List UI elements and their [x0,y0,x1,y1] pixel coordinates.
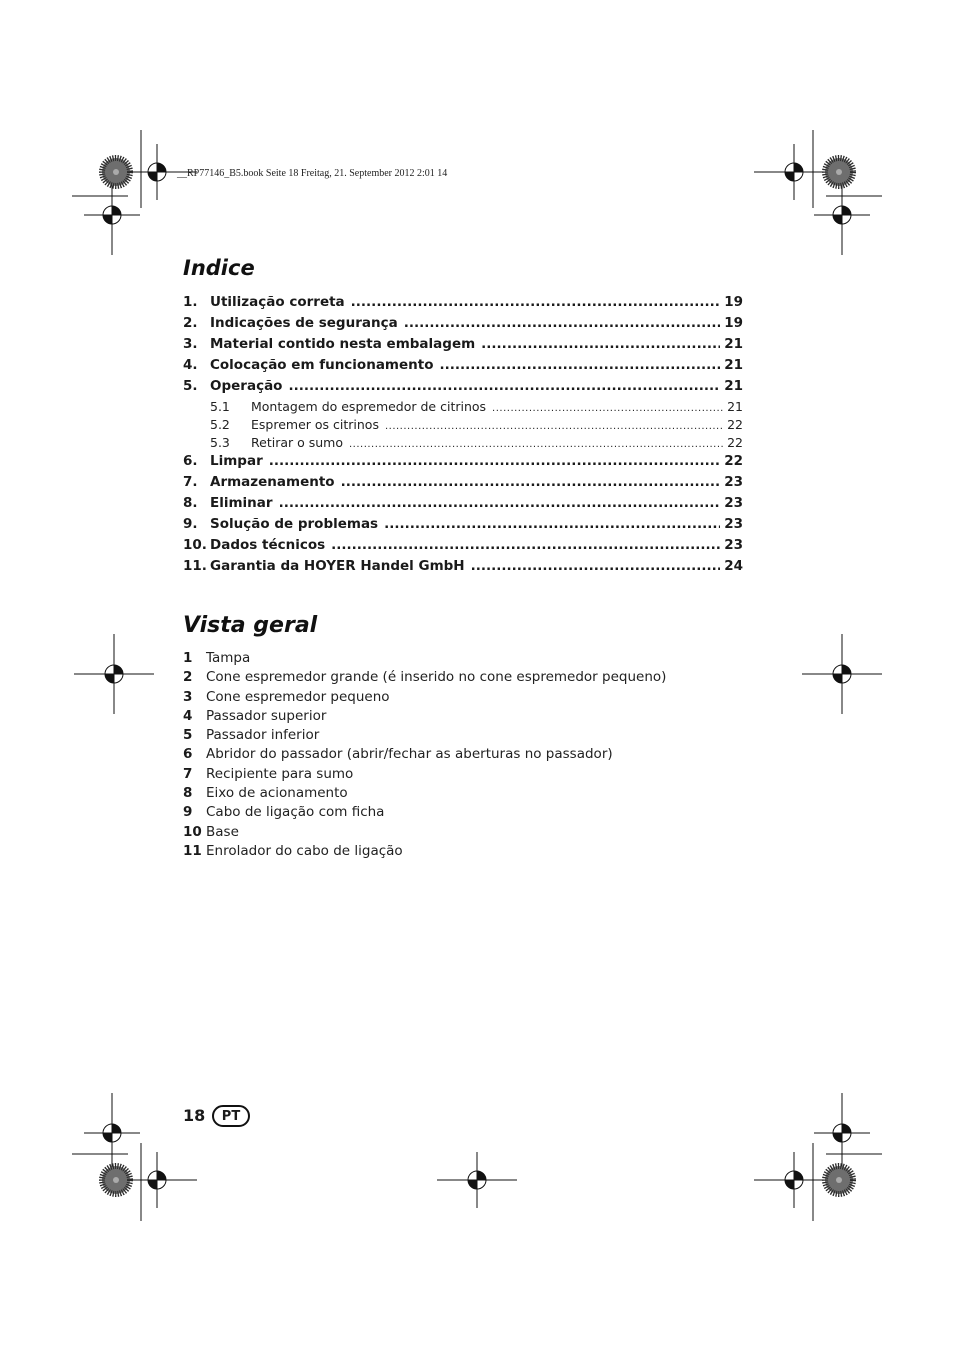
toc-entry-number: 5.2 [210,417,230,432]
toc-leader-dots [471,558,721,574]
toc-leader-dots [440,357,721,373]
toc-leader-dots [385,421,723,432]
toc-leader-dots [269,453,720,469]
toc-leader-dots [279,495,721,511]
table-of-contents [183,294,743,579]
part-item [183,708,743,727]
toc-entry-label: Eliminar [210,495,273,511]
part-label: Cabo de ligação com ficha [206,804,385,821]
toc-entry-number: 11. [183,558,207,574]
toc-entry-page: 21 [727,399,743,414]
part-label: Passador inferior [206,727,320,744]
part-label: Abridor do passador (abrir/fechar as aberturas no passador) [206,746,613,763]
toc-entry-page: 22 [727,435,743,450]
part-item [183,843,743,862]
starburst-mark-icon [824,157,854,187]
toc-entry-number: 10. [183,537,207,553]
toc-subentry [183,417,743,435]
toc-leader-dots [331,537,720,553]
toc-entry-number: 5.3 [210,435,230,450]
part-label: Cone espremedor pequeno [206,688,390,705]
toc-entry-label: Garantia da HOYER Handel GmbH [210,558,465,574]
part-number: 9 [183,804,193,821]
toc-entry-label: Colocação em funcionamento [210,357,434,373]
toc-entry-label: Material contido nesta embalagem [210,336,476,352]
toc-entry-page: 23 [724,495,743,511]
toc-entry [183,336,743,357]
toc-entry-label: Retirar o sumo [251,435,343,450]
part-item [183,650,743,669]
registration-mark-icon [72,175,152,255]
toc-entry-page: 21 [724,357,743,373]
toc-entry-label: Dados técnicos [210,537,326,553]
part-item [183,804,743,823]
toc-leader-dots [492,403,723,414]
toc-entry-label: Indicações de segurança [210,315,398,331]
part-number: 1 [183,650,193,666]
registration-mark-icon [74,634,154,714]
toc-entry [183,357,743,378]
toc-entry-page: 23 [724,537,743,553]
toc-entry-number: 7. [183,474,198,490]
part-number: 8 [183,785,193,802]
toc-entry-page: 22 [724,453,743,469]
part-label: Cone espremedor grande (é inserido no cone espremedor pequeno) [206,669,667,686]
toc-entry [183,315,743,336]
toc-subentry [183,399,743,417]
toc-entry [183,474,743,495]
toc-entry [183,378,743,399]
starburst-mark-icon [101,157,131,187]
toc-entry-page: 21 [724,378,743,394]
toc-entry [183,537,743,558]
part-number: 6 [183,746,193,763]
toc-entry-label: Montagem do espremedor de citrinos [251,399,487,414]
part-label: Passador superior [206,707,327,724]
toc-entry-label: Utilização correta [210,294,345,310]
toc-entry-label: Espremer os citrinos [251,417,379,432]
toc-entry-number: 2. [183,315,198,331]
toc-entry-page: 23 [724,516,743,532]
language-badge: PT [212,1105,250,1127]
registration-mark-icon [437,1140,517,1220]
toc-entry-number: 5.1 [210,399,230,414]
part-number: 4 [183,707,193,724]
toc-entry-number: 6. [183,453,198,469]
part-label: Recipiente para sumo [206,765,354,782]
toc-entry [183,558,743,579]
part-number: 3 [183,688,193,705]
toc-entry [183,453,743,474]
toc-entry-label: Solução de problemas [210,516,379,532]
part-item [183,669,743,688]
part-number: 5 [183,727,193,744]
toc-entry [183,516,743,537]
part-label: Tampa [206,650,251,666]
registration-mark-icon [802,175,882,255]
toc-entry-page: 24 [724,558,743,574]
toc-leader-dots [349,439,723,450]
toc-entry-number: 5. [183,378,198,394]
toc-entry-number: 3. [183,336,198,352]
print-info-line: __RP77146_B5.book Seite 18 Freitag, 21. September 2012 2:01 14 [177,168,448,179]
starburst-mark-icon [101,1165,131,1195]
toc-subentry [183,435,743,453]
toc-leader-dots [288,378,720,394]
toc-entry-label: Limpar [210,453,263,469]
toc-entry-label: Armazenamento [210,474,335,490]
starburst-mark-icon [824,1165,854,1195]
part-item [183,727,743,746]
part-item [183,766,743,785]
part-item [183,785,743,804]
toc-leader-dots [351,294,721,310]
part-number: 11 [183,842,202,859]
toc-entry-page: 19 [724,294,743,310]
part-label: Eixo de acionamento [206,785,348,802]
part-number: 7 [183,765,193,782]
toc-entry [183,294,743,315]
toc-entry-label: Operação [210,378,283,394]
part-item [183,746,743,765]
toc-entry [183,495,743,516]
part-item [183,824,743,843]
toc-leader-dots [404,315,721,331]
toc-entry-page: 19 [724,315,743,331]
toc-leader-dots [384,516,720,532]
toc-entry-page: 23 [724,474,743,490]
part-number: 10 [183,823,202,840]
toc-entry-number: 1. [183,294,198,310]
toc-entry-page: 22 [727,417,743,432]
parts-list [183,650,743,862]
toc-entry-number: 4. [183,357,198,373]
toc-entry-page: 21 [724,336,743,352]
part-label: Enrolador do cabo de ligação [206,842,403,859]
toc-heading: Indice [183,256,255,280]
toc-leader-dots [481,336,720,352]
part-number: 2 [183,669,193,686]
toc-leader-dots [341,474,721,490]
part-item [183,689,743,708]
overview-heading: Vista geral [183,613,318,638]
page-number: 18 [183,1106,206,1125]
toc-entry-number: 9. [183,516,198,532]
registration-mark-icon [802,634,882,714]
toc-entry-number: 8. [183,495,198,511]
part-label: Base [206,823,239,840]
